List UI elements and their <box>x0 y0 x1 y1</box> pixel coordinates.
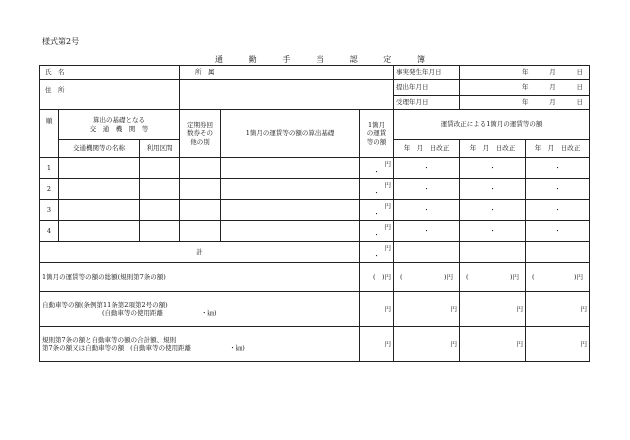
vehicle-amount-label: 自動車等の額(条例第11条第2項第2号の額) <box>42 300 168 309</box>
total-monthly-revision[interactable] <box>460 263 526 292</box>
basis-header <box>59 110 180 140</box>
pass-ticket-line1: 定期券回 <box>187 120 214 129</box>
paren-open: ( <box>532 272 535 281</box>
title-char: 認 <box>349 55 358 64</box>
year-label: 年 <box>522 68 529 77</box>
year-label: 年 <box>522 98 529 107</box>
combined-amount[interactable]: 円 <box>360 327 394 362</box>
revision-amount-cell[interactable] <box>394 221 460 242</box>
name-label: 氏 名 <box>45 68 65 77</box>
pass-ticket-line3: 他の別 <box>190 137 210 146</box>
table-row <box>40 200 590 221</box>
decimal-dot: ・ <box>489 184 496 193</box>
route-cell[interactable] <box>140 200 180 221</box>
decimal-dot: ・ <box>489 205 496 214</box>
address-label: 住 所 <box>45 86 65 94</box>
revision-amount-cell[interactable] <box>526 221 590 242</box>
route-cell[interactable] <box>140 221 180 242</box>
total-revision-cell[interactable] <box>526 242 590 263</box>
submit-date-field[interactable] <box>460 80 590 96</box>
combined-revision[interactable]: 円 <box>460 327 526 362</box>
day-label: 日 <box>576 98 584 107</box>
seq-top: 順 <box>45 117 53 126</box>
decimal-dot: ・ <box>554 226 561 235</box>
name-field[interactable] <box>40 66 180 80</box>
month-label: 月 <box>549 98 556 107</box>
yen-unit: 円 <box>512 272 520 281</box>
decimal-dot: ・ <box>423 184 430 193</box>
combined-label-line1: 規則第7条の額と自動車等の額の合計額、規則 <box>42 335 177 344</box>
monthly-amount-cell[interactable] <box>360 158 394 179</box>
paren-close: ) <box>443 272 447 281</box>
month-label: 月 <box>549 68 556 77</box>
total-revision-cell[interactable] <box>460 242 526 263</box>
combined-amount-label-cell <box>40 327 360 362</box>
total-monthly-label: 1箇月の運賃等の額の総額(規則第7条の額) <box>40 263 360 292</box>
month-label: 月 <box>549 83 556 92</box>
total-monthly-revision[interactable] <box>394 263 460 292</box>
row-number: 1 <box>40 158 59 179</box>
revision-header: 運賃改正による1箇月の運賃等の額 <box>394 110 590 140</box>
monthly-line3: 等の額 <box>366 137 387 146</box>
decimal-dot: ・ <box>423 226 430 235</box>
revision-date-2: 年 月 日改正 <box>460 140 526 158</box>
monthly-amount-cell[interactable] <box>360 221 394 242</box>
row-number: 2 <box>40 179 59 200</box>
basis-bottom-line: 交 通 機 関 等 <box>89 124 149 133</box>
event-date-field[interactable] <box>460 66 590 80</box>
paren-open: ( <box>400 272 403 281</box>
combined-label-line2: 第7条の額又は自動車等の額 <box>42 344 125 352</box>
affiliation-label: 所 属 <box>195 68 215 77</box>
yen-unit: 円 <box>446 272 454 281</box>
vehicle-distance-label: (自動車等の使用距離 <box>102 309 164 317</box>
year-label: 年 <box>522 83 529 92</box>
vehicle-amount-label-cell <box>40 292 360 327</box>
monthly-line1: 1箇月 <box>367 120 386 129</box>
total-row <box>40 242 590 263</box>
revision-amount-cell[interactable] <box>526 158 590 179</box>
table-row <box>40 221 590 242</box>
title-char: 通 <box>215 55 223 64</box>
row-number: 3 <box>40 200 59 221</box>
decimal-dot: ・ <box>373 231 380 239</box>
summary-row <box>40 292 590 327</box>
revision-date-3: 年 月 日改正 <box>526 140 590 158</box>
decimal-dot: ・ <box>373 210 380 218</box>
calc-basis-cell[interactable] <box>221 158 360 179</box>
paren-close: ) <box>573 272 577 281</box>
decimal-dot: ・ <box>423 205 430 214</box>
revision-amount-cell[interactable] <box>394 158 460 179</box>
title-char: 手 <box>282 55 291 64</box>
total-monthly-amount[interactable]: ( )円 <box>360 263 394 292</box>
paren-close: ) <box>509 272 513 281</box>
calc-basis-cell[interactable] <box>221 179 360 200</box>
decimal-dot: ・ <box>554 205 561 214</box>
row-number: 4 <box>40 221 59 242</box>
pass-ticket-cell[interactable] <box>180 179 221 200</box>
basis-top-line: 算出の基礎となる <box>93 116 146 125</box>
decimal-dot: ・ <box>373 168 380 176</box>
paren-open: ( <box>466 272 469 281</box>
combined-distance-label: (自動車等の使用距離 <box>130 344 192 352</box>
revision-amount-cell[interactable] <box>394 179 460 200</box>
monthly-amount-cell[interactable] <box>360 200 394 221</box>
summary-row <box>40 327 590 362</box>
decimal-dot: ・ <box>554 184 561 193</box>
yen-unit: 円 <box>384 201 392 210</box>
event-date-label: 事実発生年月日 <box>394 66 460 80</box>
vehicle-revision[interactable]: 円 <box>460 292 526 327</box>
title-char: 当 <box>315 55 324 64</box>
calc-basis-header: 1箇月の運賃等の額の算出基礎 <box>221 110 360 158</box>
total-revision-cell[interactable] <box>394 242 460 263</box>
route-cell[interactable] <box>140 179 180 200</box>
submit-date-label: 提出年月日 <box>394 80 460 96</box>
transport-name-cell[interactable] <box>59 158 140 179</box>
km-unit: ・㎞) <box>201 309 217 317</box>
monthly-line2: の運賃 <box>366 129 387 138</box>
decimal-dot: ・ <box>423 163 430 172</box>
vehicle-revision[interactable]: 円 <box>394 292 460 327</box>
accept-date-label: 受理年月日 <box>394 96 460 110</box>
revision-amount-cell[interactable] <box>394 200 460 221</box>
vehicle-amount[interactable]: 円 <box>360 292 394 327</box>
table-row <box>40 179 590 200</box>
revision-amount-cell[interactable] <box>526 200 590 221</box>
total-amount-cell[interactable] <box>360 242 394 263</box>
decimal-dot: ・ <box>373 189 380 197</box>
decimal-dot: ・ <box>554 163 561 172</box>
pass-ticket-cell[interactable] <box>180 200 221 221</box>
seq-header <box>40 110 59 158</box>
pass-ticket-header <box>180 110 221 158</box>
day-label: 日 <box>576 68 584 77</box>
total-label: 計 <box>40 242 360 263</box>
combined-revision[interactable]: 円 <box>526 327 590 362</box>
decimal-dot: ・ <box>489 163 496 172</box>
table-row <box>40 158 590 179</box>
revision-amount-cell[interactable] <box>460 179 526 200</box>
monthly-amount-header <box>360 110 394 158</box>
revision-amount-cell[interactable] <box>526 179 590 200</box>
transport-name-cell[interactable] <box>59 179 140 200</box>
accept-date-field[interactable] <box>460 96 590 110</box>
page-title <box>215 54 425 65</box>
yen-unit: 円 <box>576 272 584 281</box>
affiliation-field[interactable] <box>180 66 394 80</box>
transport-name-header: 交通機関等の名称 <box>59 140 140 158</box>
calc-basis-cell[interactable] <box>221 200 360 221</box>
title-char: 勤 <box>248 55 257 64</box>
transport-name-cell[interactable] <box>59 221 140 242</box>
vehicle-revision[interactable]: 円 <box>526 292 590 327</box>
calc-basis-cell[interactable] <box>221 221 360 242</box>
decimal-dot: ・ <box>489 226 496 235</box>
route-header: 利用区間 <box>140 140 180 158</box>
decimal-dot: ・ <box>373 252 380 260</box>
pass-ticket-cell[interactable] <box>180 158 221 179</box>
title-char: 簿 <box>416 55 425 64</box>
yen-unit: 円 <box>384 180 392 189</box>
revision-amount-cell[interactable] <box>460 221 526 242</box>
transport-name-cell[interactable] <box>59 200 140 221</box>
form-number: 様式第2号 <box>42 37 80 46</box>
monthly-amount-cell[interactable] <box>360 179 394 200</box>
km-unit: ・㎞) <box>229 344 245 352</box>
revision-amount-cell[interactable] <box>460 158 526 179</box>
total-monthly-revision[interactable] <box>526 263 590 292</box>
title-char: 定 <box>383 55 392 64</box>
day-label: 日 <box>576 83 584 92</box>
yen-unit: 円 <box>384 159 392 168</box>
affiliation-value[interactable] <box>180 80 394 110</box>
yen-unit: 円 <box>384 243 392 252</box>
summary-row <box>40 263 590 292</box>
address-field[interactable] <box>40 80 180 110</box>
pass-ticket-line2: 数券その <box>187 129 214 138</box>
revision-amount-cell[interactable] <box>460 200 526 221</box>
combined-revision[interactable]: 円 <box>394 327 460 362</box>
revision-date-1: 年 月 日改正 <box>394 140 460 158</box>
yen-unit: 円 <box>384 222 392 231</box>
route-cell[interactable] <box>140 158 180 179</box>
commute-allowance-form <box>39 65 590 362</box>
pass-ticket-cell[interactable] <box>180 221 221 242</box>
